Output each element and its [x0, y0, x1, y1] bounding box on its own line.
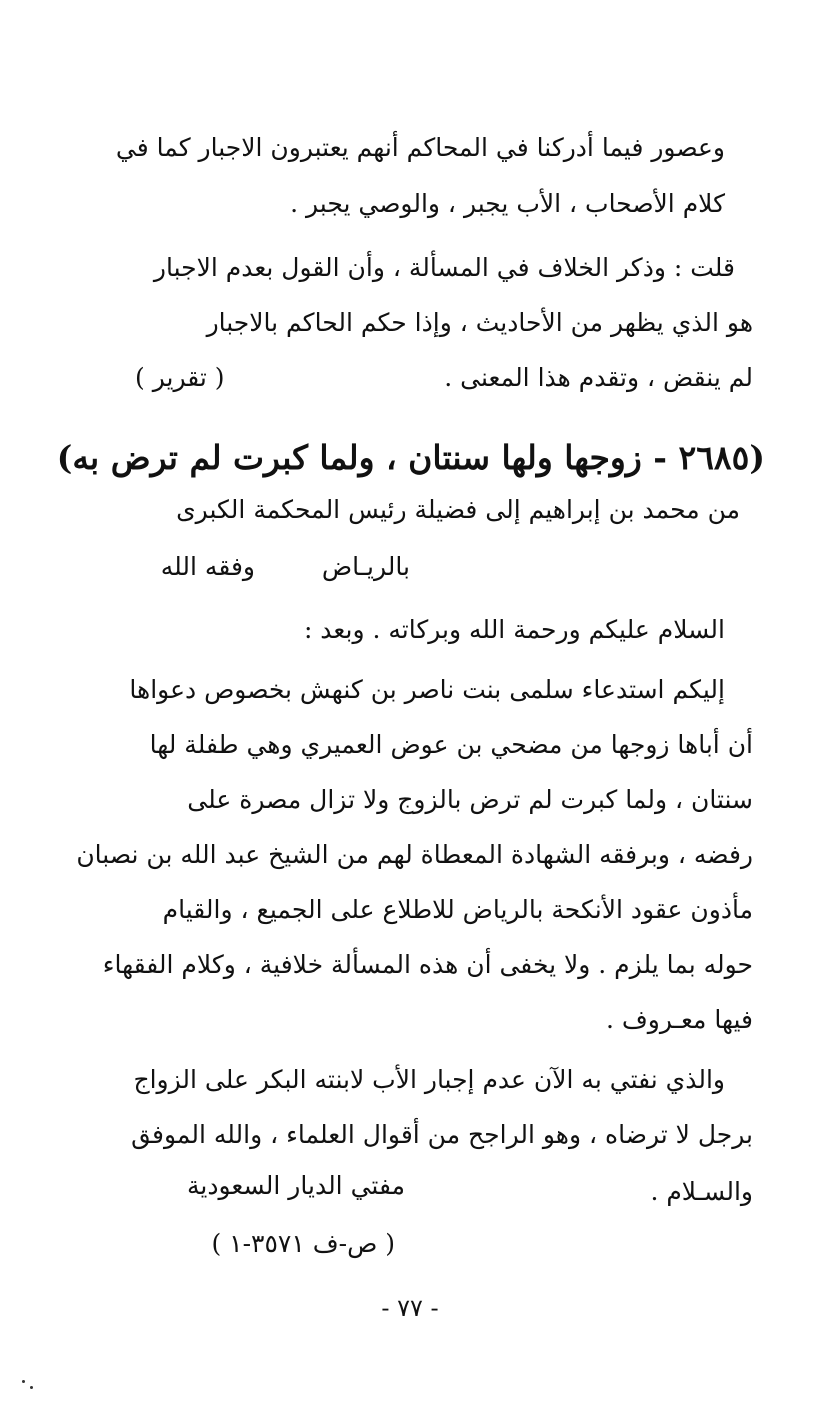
body-line-5: مأذون عقود الأنكحة بالرياض للاطلاع على الجميع ، والقيام — [162, 895, 753, 924]
body-line-6: حوله بما يلزم . ولا يخفى أن هذه المسألة خلافية ، وكلام الفقهاء — [102, 950, 753, 979]
ruling-line-2: برجل لا ترضاه ، وهو الراجح من أقوال العلماء ، والله الموفق — [131, 1120, 753, 1149]
address-line: من محمد بن إبراهيم إلى فضيلة رئيس المحكمة الكبرى — [176, 495, 740, 524]
comment-line-1: قلت : وذكر الخلاف في المسألة ، وأن القول بعدم الاجبار — [153, 253, 735, 282]
intro-line-2: كلام الأصحاب ، الأب يجبر ، والوصي يجبر . — [290, 189, 725, 218]
ruling-line-3: والسـلام . — [650, 1177, 753, 1206]
ruling-line-1: والذي نفتي به الآن عدم إجبار الأب لابنته البكر على الزواج — [133, 1065, 725, 1094]
section-heading: (٢٦٨٥ - زوجها ولها سنتان ، ولما كبرت لم ترض به) — [56, 438, 765, 477]
body-line-1: إليكم استدعاء سلمى بنت ناصر بن كنهش بخصوص دعواها — [129, 675, 725, 704]
greeting-line: السلام عليكم ورحمة الله وبركاته . وبعد : — [303, 615, 725, 644]
body-line-2: أن أباها زوجها من مضحي بن عوض العميري وهي طفلة لها — [149, 730, 753, 759]
comment-tag: ( تقرير ) — [135, 363, 225, 392]
intro-line-1: وعصور فيما أدركنا في المحاكم أنهم يعتبرون الاجبار كما في — [115, 133, 725, 162]
comment-line-2: هو الذي يظهر من الأحاديث ، وإذا حكم الحاكم بالاجبار — [206, 308, 753, 337]
signature: مفتي الديار السعودية — [187, 1171, 405, 1200]
reference-number: ( ص-ف ٣٥٧١-١ ) — [211, 1229, 395, 1258]
page-number: - ٧٧ - — [381, 1294, 439, 1322]
body-line-3: سنتان ، ولما كبرت لم ترض بالزوج ولا تزال مصرة على — [187, 785, 753, 814]
comment-line-3: لم ينقض ، وتقدم هذا المعنى . — [444, 363, 753, 392]
body-line-7: فيها معـروف . — [605, 1005, 753, 1034]
address-blessing: وفقه الله — [160, 552, 255, 581]
body-line-4: رفضه ، وبرفقه الشهادة المعطاة لهم من الشيخ عبد الله بن نصبان — [76, 840, 753, 869]
scan-speck — [30, 1386, 33, 1389]
address-place: بالريـاض — [321, 552, 410, 581]
scan-speck — [22, 1380, 25, 1383]
